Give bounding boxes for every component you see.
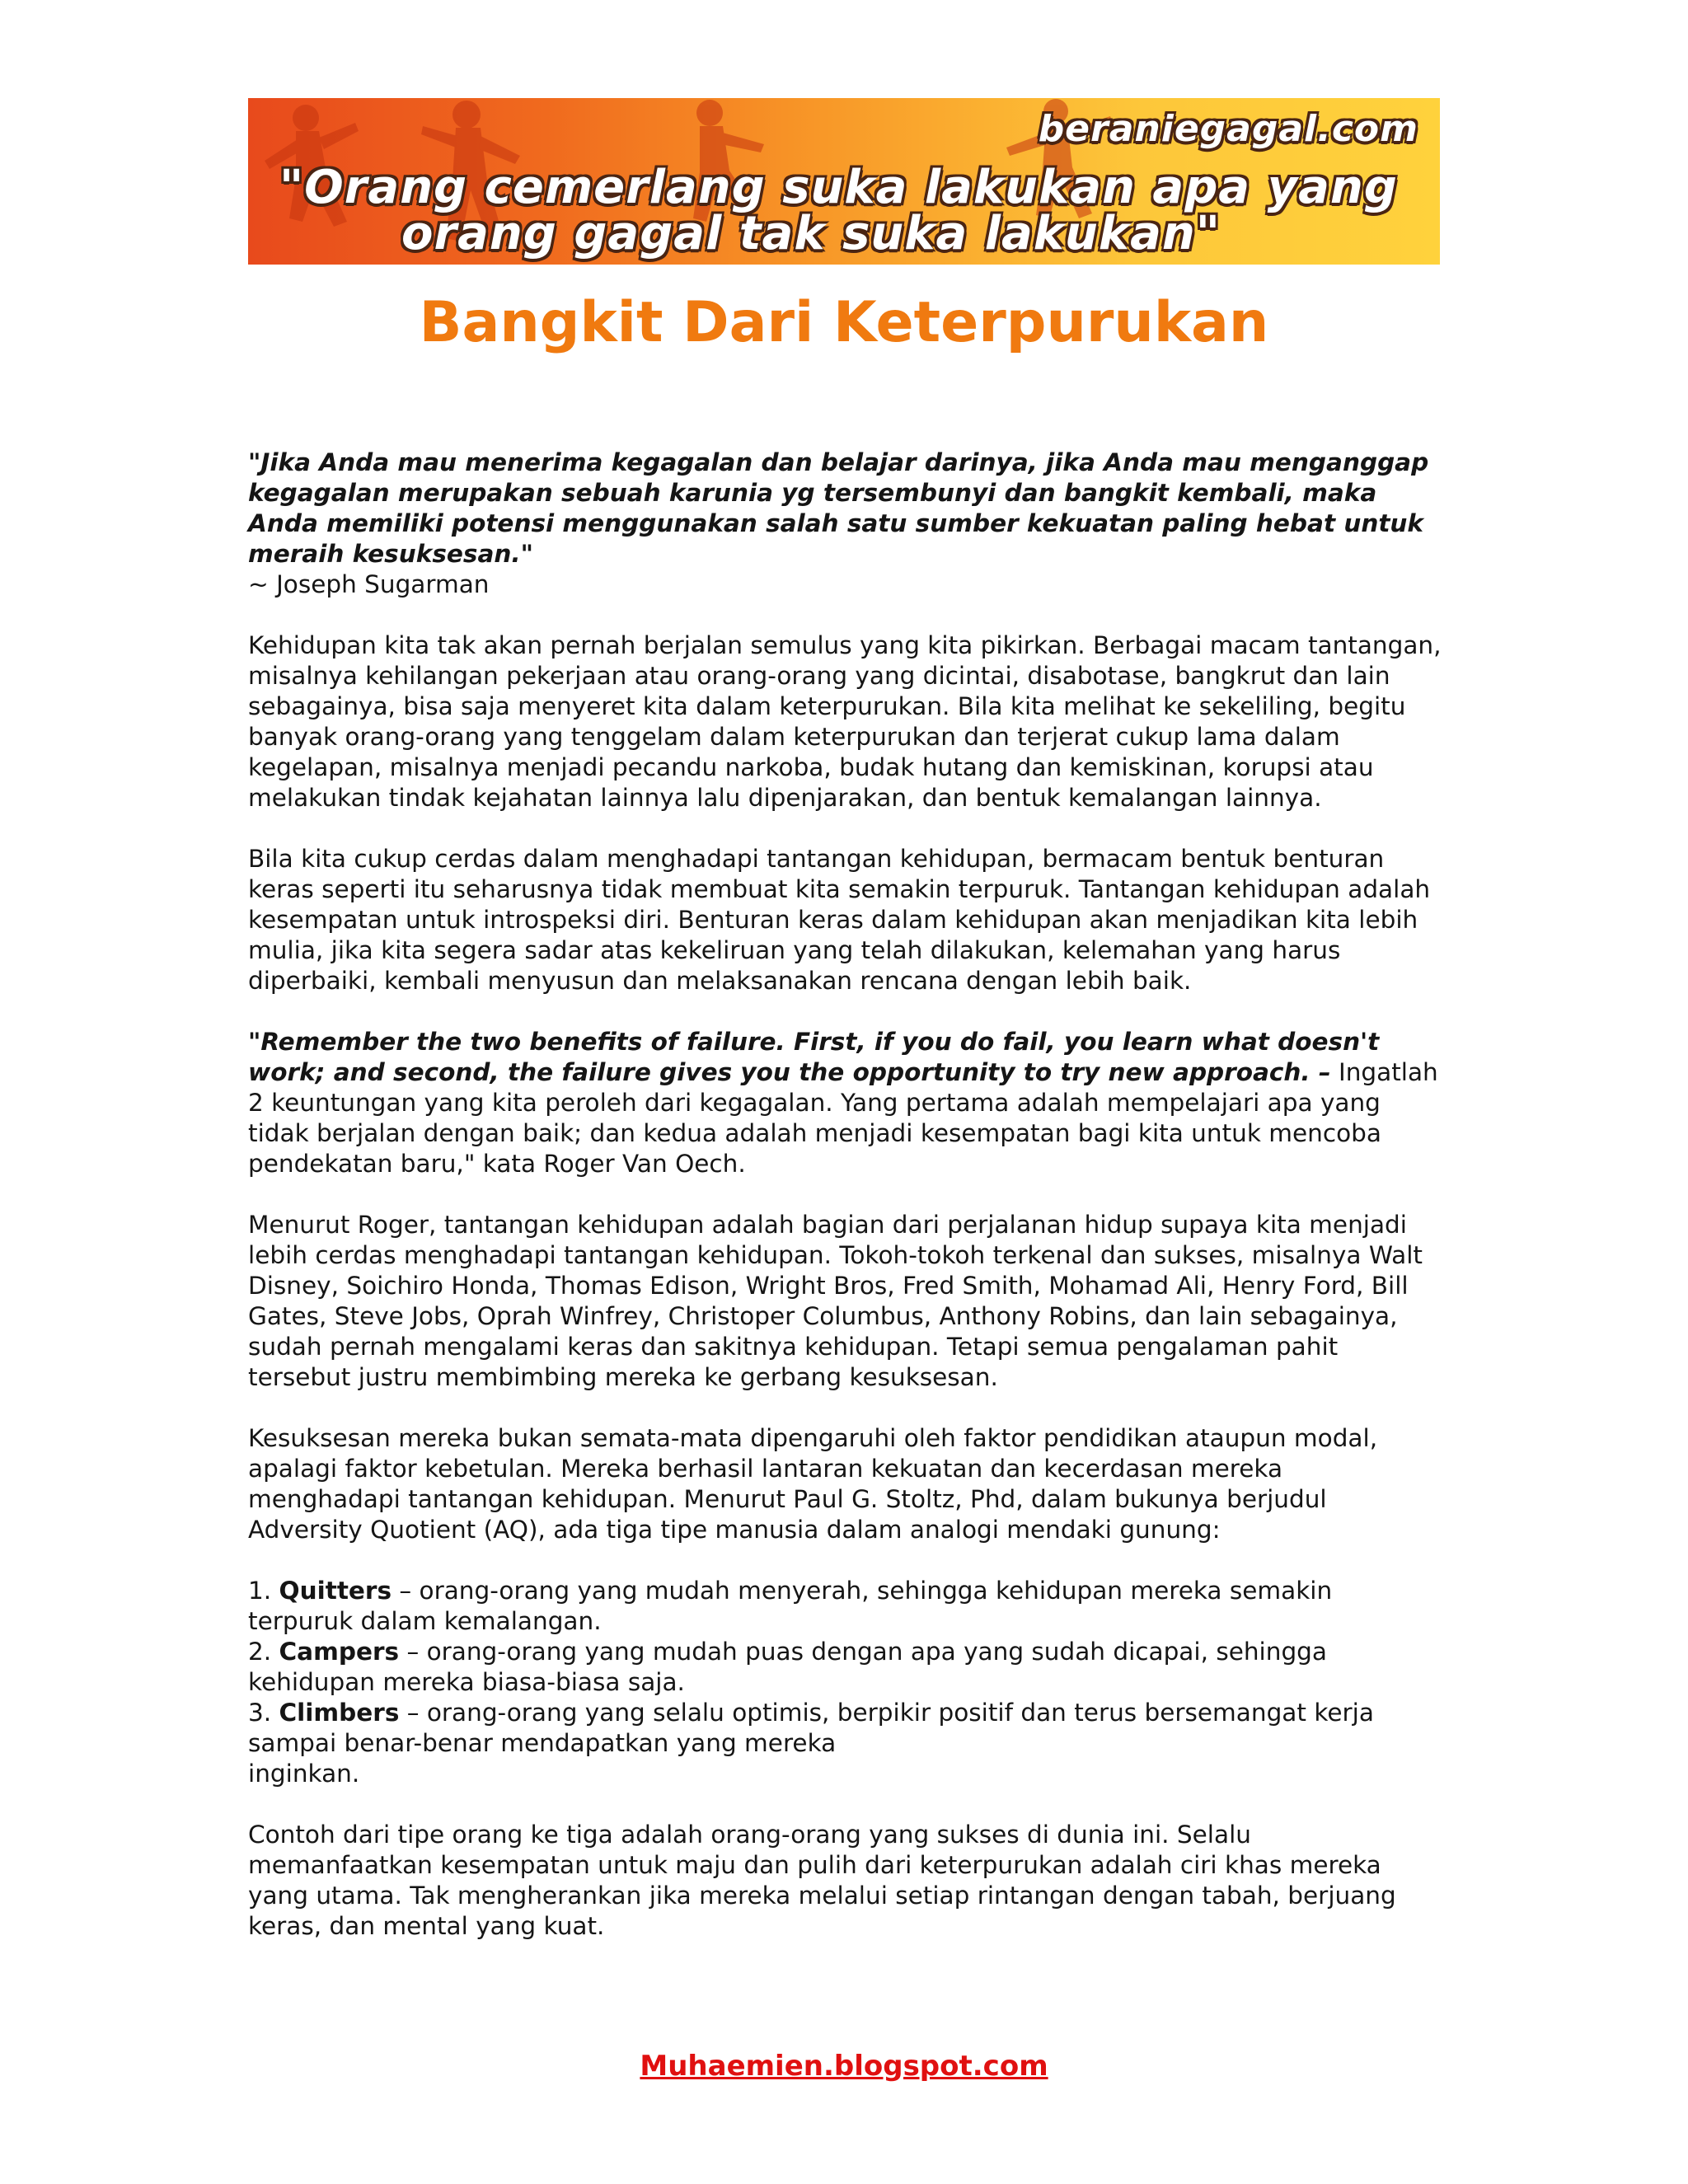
- climber-types-list: [248, 1576, 1442, 1789]
- list-item-number: 2.: [248, 1638, 279, 1666]
- banner-slogan-line-2: orang gagal tak suka lakukan": [401, 207, 1221, 260]
- paragraph-2: Bila kita cukup cerdas dalam menghadapi tantangan kehidupan, bermacam bentuk benturan keras seperti itu seharusnya tidak membuat kita semakin terpuruk. Tantangan kehidupan adalah kesempatan untuk introspeksi diri. Benturan keras dalam kehidupan akan menjadikan kita lebih mulia, jika kita segera sadar atas kekeliruan yang telah dilakukan, kelemahan yang harus diperbaiki, kembali menyusun dan melaksanakan rencana dengan lebih baik.: [248, 845, 1431, 995]
- list-item-term: Climbers: [279, 1699, 400, 1727]
- list-item-number: 3.: [248, 1699, 279, 1727]
- banner-slogan: [248, 98, 1440, 265]
- banner-slogan-line-1: "Orang cemerlang suka lakukan apa yang: [279, 161, 1398, 214]
- list-item-description: – orang-orang yang mudah puas dengan apa yang sudah dicapai, sehingga kehidupan mereka biasa-biasa saja.: [248, 1638, 1327, 1696]
- list-item-description: – orang-orang yang mudah menyerah, sehingga kehidupan mereka semakin terpuruk dalam kemalangan.: [248, 1577, 1333, 1635]
- paragraph-6: Contoh dari tipe orang ke tiga adalah orang-orang yang sukses di dunia ini. Selalu memanfaatkan kesempatan untuk maju dan pulih dari keterpurukan adalah ciri khas mereka yang utama. Tak mengherankan jika mereka melalui setiap rintangan dengan tabah, berjuang keras, dan mental yang kuat.: [248, 1821, 1396, 1940]
- paragraph-3-text: Ingatlah 2 keuntungan yang kita peroleh dari kegagalan. Yang pertama adalah mempelajari apa yang tidak berjalan dengan baik; dan kedua adalah menjadi kesempatan bagi kita untuk mencoba pendekatan baru," kata Roger Van Oech.: [248, 1058, 1438, 1178]
- paragraph-1: Kehidupan kita tak akan pernah berjalan semulus yang kita pikirkan. Berbagai macam tantangan, misalnya kehilangan pekerjaan atau orang-orang yang dicintai, disabotase, bangkrut dan lain sebagainya, bisa saja menyeret kita dalam keterpurukan. Bila kita melihat ke sekeliling, begitu banyak orang-orang yang tenggelam dalam keterpurukan dan terjerat cukup lama dalam kegelapan, misalnya menjadi pecandu narkoba, budak hutang dan kemiskinan, korupsi atau melakukan tindak kejahatan lainnya lalu dipenjarakan, dan bentuk kemalangan lainnya.: [248, 631, 1442, 812]
- footer-blog-link[interactable]: Muhaemien.blogspot.com: [640, 2050, 1048, 2083]
- roger-quote: "Remember the two benefits of failure. First, if you do fail, you learn what doesn't work; and second, the failure gives you the opportunity to try new approach. –: [248, 1028, 1380, 1086]
- opening-quote-block: [248, 448, 1442, 600]
- list-item: [248, 1637, 1442, 1698]
- article-body: [248, 448, 1442, 1972]
- banner-site-name: beraniegagal.com: [1038, 108, 1418, 150]
- list-item-description: – orang-orang yang selalu optimis, berpikir positif dan terus bersemangat kerja sampai benar-benar mendapatkan yang mereka: [248, 1699, 1374, 1757]
- quote-author: ~ Joseph Sugarman: [248, 570, 490, 598]
- list-item-description-continued: inginkan.: [248, 1760, 360, 1788]
- list-item-number: 1.: [248, 1577, 279, 1605]
- paragraph-4: Menurut Roger, tantangan kehidupan adalah bagian dari perjalanan hidup supaya kita menjadi lebih cerdas menghadapi tantangan kehidupan. Tokoh-tokoh terkenal dan sukses, misalnya Walt Disney, Soichiro Honda, Thomas Edison, Wright Bros, Fred Smith, Mohamad Ali, Henry Ford, Bill Gates, Steve Jobs, Oprah Winfrey, Christoper Columbus, Anthony Robins, dan lain sebagainya, sudah pernah mengalami keras dan sakitnya kehidupan. Tetapi semua pengalaman pahit tersebut justru membimbing mereka ke gerbang kesuksesan.: [248, 1211, 1423, 1391]
- list-item: [248, 1576, 1442, 1637]
- paragraph-3: [248, 1027, 1442, 1179]
- list-item-term: Quitters: [279, 1577, 392, 1605]
- opening-quote: "Jika Anda mau menerima kegagalan dan belajar darinya, jika Anda mau menganggap kegagalan merupakan sebuah karunia yg tersembunyi dan bangkit kembali, maka Anda memiliki potensi menggunakan salah satu sumber kekuatan paling hebat untuk meraih kesuksesan.": [248, 448, 1429, 568]
- list-item: [248, 1698, 1442, 1789]
- page-title: Bangkit Dari Keterpurukan: [419, 290, 1269, 355]
- paragraph-5: Kesuksesan mereka bukan semata-mata dipengaruhi oleh faktor pendidikan ataupun modal, apalagi faktor kebetulan. Mereka berhasil lantaran kekuatan dan kecerdasan mereka menghadapi tantangan kehidupan. Menurut Paul G. Stoltz, Phd, dalam bukunya berjudul Adversity Quotient (AQ), ada tiga tipe manusia dalam analogi mendaki gunung:: [248, 1424, 1378, 1544]
- list-item-term: Campers: [279, 1638, 400, 1666]
- header-banner: [248, 98, 1440, 265]
